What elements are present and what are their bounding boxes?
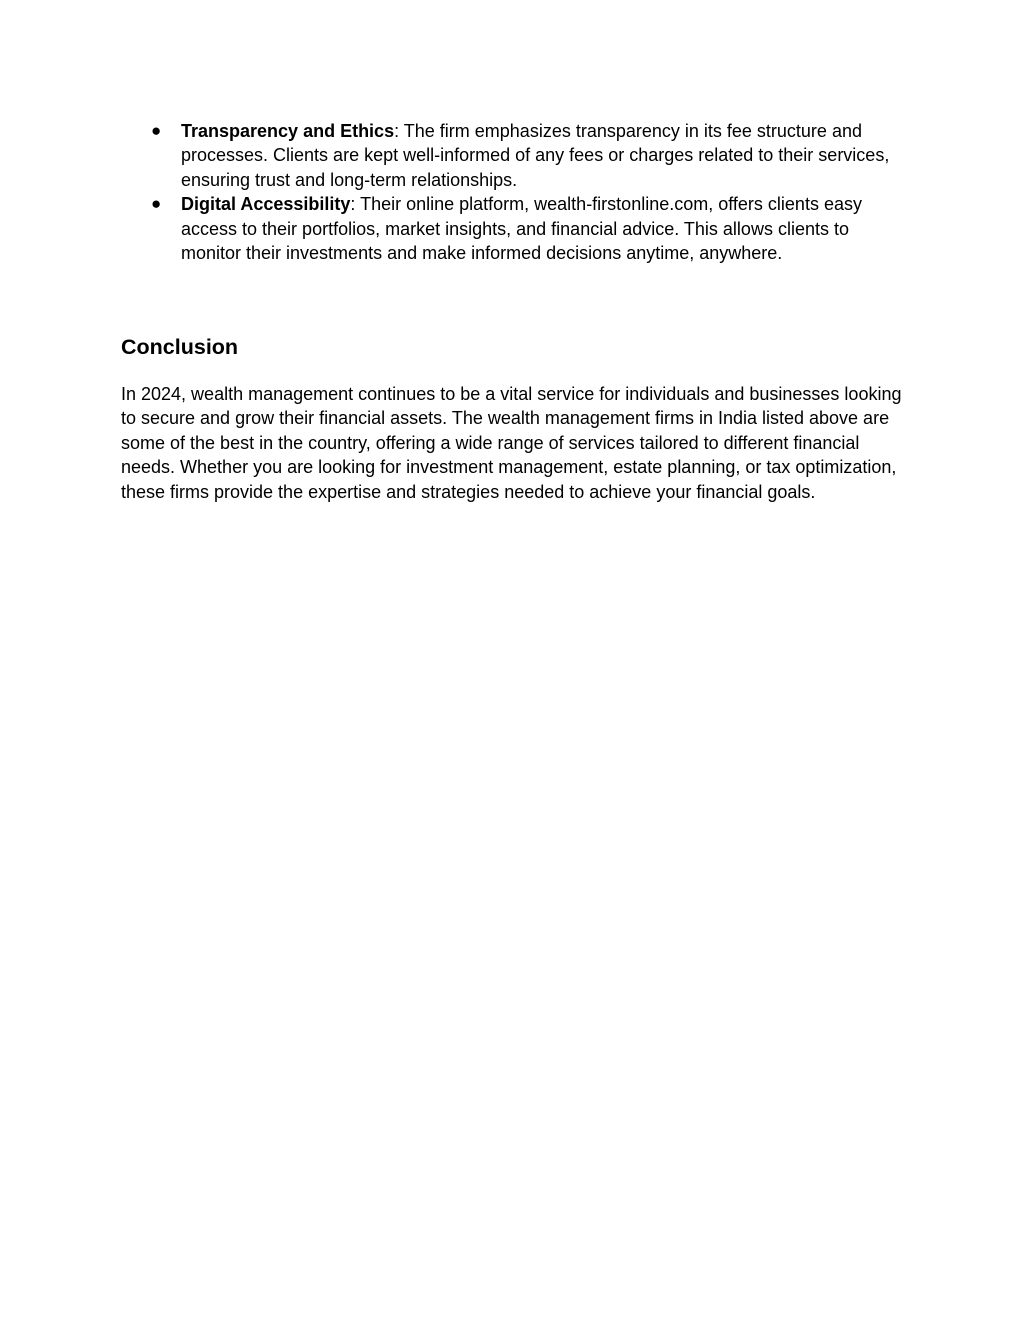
bullet-item-digital-accessibility	[121, 192, 911, 265]
conclusion-paragraph: In 2024, wealth management continues to be a vital service for individuals and businesses looking to secure and grow their financial assets. The wealth management firms in India listed above are some of the best in the country, offering a wide range of services tailored to different financial needs. Whether you are looking for investment management, estate planning, or tax optimization, these firms provide the expertise and strategies needed to achieve your financial goals.	[121, 384, 902, 502]
bullet-text: : The firm emphasizes transparency in its fee structure and processes. Clients are kept well-informed of any fees or charges related to their services, ensuring trust and long-term relationships.	[181, 121, 890, 190]
conclusion-heading: Conclusion	[121, 335, 239, 359]
feature-bullet-list	[121, 119, 911, 265]
bullet-item-transparency	[121, 119, 911, 192]
bullet-dot: ●	[151, 121, 162, 140]
bullet-term: Transparency and Ethics	[181, 121, 395, 141]
bullet-text: : Their online platform, wealth-firstonline.com, offers clients easy access to their portfolios, market insights, and financial advice. This allows clients to monitor their investments and make informed decisions anytime, anywhere.	[181, 194, 862, 264]
bullet-term: Digital Accessibility	[181, 194, 351, 215]
bullet-dot: ●	[151, 194, 162, 214]
